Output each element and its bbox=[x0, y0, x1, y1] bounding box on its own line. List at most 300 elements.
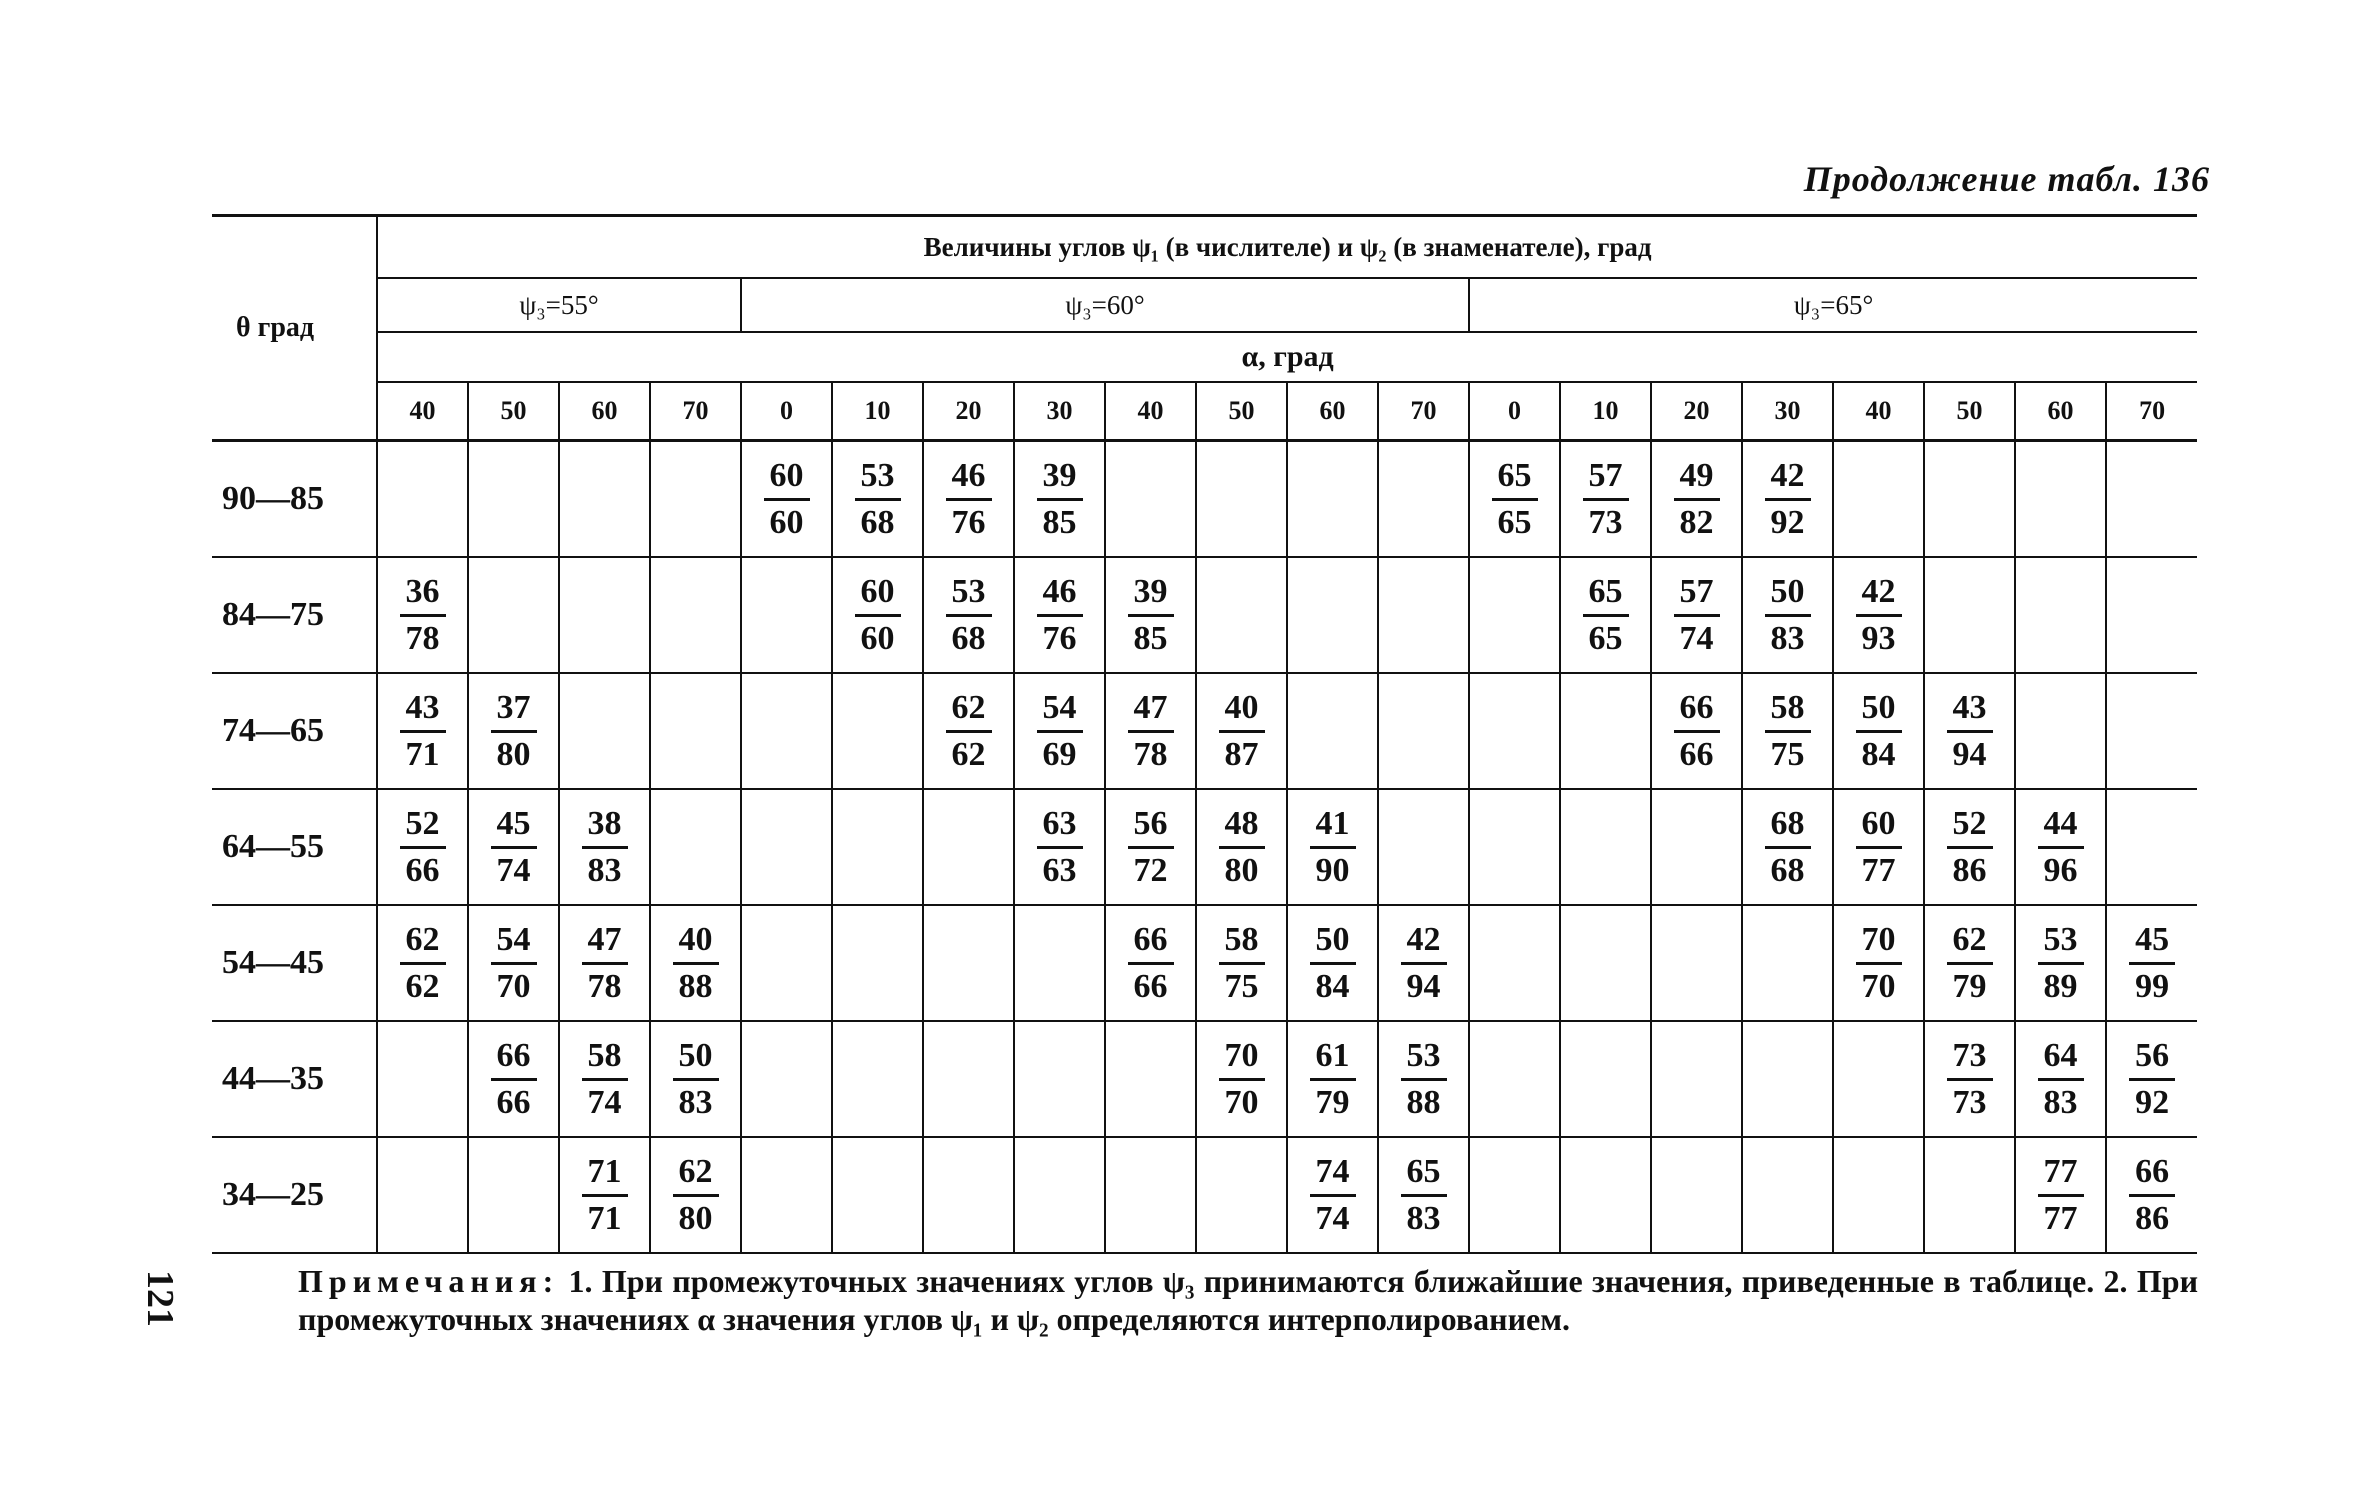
value-cell bbox=[1651, 557, 1742, 673]
alpha-value-cell: 40 bbox=[1833, 382, 1924, 441]
value-cell bbox=[1560, 441, 1651, 558]
psi2-denominator: 74 bbox=[1315, 1199, 1350, 1237]
psi2-denominator: 96 bbox=[2043, 851, 2078, 889]
angle-fraction bbox=[1128, 686, 1174, 777]
psi2-denominator: 66 bbox=[1133, 967, 1168, 1005]
value-cell bbox=[1469, 1021, 1560, 1137]
psi1-numerator: 62 bbox=[673, 1150, 719, 1197]
psi1-numerator: 42 bbox=[1401, 918, 1447, 965]
value-cell bbox=[2106, 789, 2197, 905]
psi2-denominator: 79 bbox=[1315, 1083, 1350, 1121]
angle-fraction bbox=[673, 918, 719, 1009]
table-row bbox=[212, 1021, 2197, 1137]
psi2-denominator: 83 bbox=[587, 851, 622, 889]
psi2-denominator: 80 bbox=[678, 1199, 713, 1237]
value-cell bbox=[1742, 557, 1833, 673]
psi1-numerator: 45 bbox=[2129, 918, 2175, 965]
value-cell bbox=[1560, 905, 1651, 1021]
value-cell bbox=[2015, 789, 2106, 905]
value-cell bbox=[1924, 1137, 2015, 1253]
main-header: Величины углов ψ₁ (в числителе) и ψ₂ (в знаменателе), град bbox=[377, 216, 2197, 279]
value-cell bbox=[832, 1021, 923, 1137]
psi1-numerator: 45 bbox=[491, 802, 537, 849]
psi2-denominator: 82 bbox=[1679, 503, 1714, 541]
value-cell bbox=[1196, 673, 1287, 789]
value-cell bbox=[832, 1137, 923, 1253]
angle-fraction bbox=[1765, 686, 1811, 777]
psi2-denominator: 66 bbox=[405, 851, 440, 889]
psi1-numerator: 71 bbox=[582, 1150, 628, 1197]
value-cell bbox=[923, 905, 1014, 1021]
value-cell bbox=[741, 789, 832, 905]
angles-table bbox=[212, 214, 2197, 1254]
alpha-value-cell: 30 bbox=[1014, 382, 1105, 441]
angle-fraction bbox=[1856, 918, 1902, 1009]
value-cell bbox=[1924, 673, 2015, 789]
value-cell bbox=[1287, 441, 1378, 558]
angle-fraction bbox=[946, 686, 992, 777]
angle-fraction bbox=[1765, 570, 1811, 661]
value-cell bbox=[741, 1021, 832, 1137]
angle-fraction bbox=[491, 686, 537, 777]
value-cell bbox=[650, 789, 741, 905]
value-cell bbox=[1651, 1137, 1742, 1253]
value-cell bbox=[1014, 905, 1105, 1021]
psi1-numerator: 60 bbox=[855, 570, 901, 617]
value-cell bbox=[559, 1137, 650, 1253]
psi2-denominator: 99 bbox=[2135, 967, 2170, 1005]
angle-fraction bbox=[673, 1150, 719, 1241]
angle-fraction bbox=[1765, 802, 1811, 893]
psi2-denominator: 70 bbox=[496, 967, 531, 1005]
psi2-denominator: 86 bbox=[1952, 851, 1987, 889]
value-cell bbox=[2106, 905, 2197, 1021]
value-cell bbox=[2106, 1021, 2197, 1137]
psi1-numerator: 53 bbox=[2038, 918, 2084, 965]
theta-range: 64—55 bbox=[212, 789, 377, 905]
value-cell bbox=[377, 673, 468, 789]
alpha-value-cell: 0 bbox=[741, 382, 832, 441]
psi1-numerator: 37 bbox=[491, 686, 537, 733]
psi1-numerator: 56 bbox=[1128, 802, 1174, 849]
value-cell bbox=[1833, 1021, 1924, 1137]
alpha-value-cell: 60 bbox=[2015, 382, 2106, 441]
value-cell bbox=[1742, 789, 1833, 905]
psi1-numerator: 64 bbox=[2038, 1034, 2084, 1081]
value-cell bbox=[559, 673, 650, 789]
psi1-numerator: 70 bbox=[1856, 918, 1902, 965]
angle-fraction bbox=[582, 1034, 628, 1125]
psi2-denominator: 93 bbox=[1861, 619, 1896, 657]
psi2-denominator: 69 bbox=[1042, 735, 1077, 773]
psi1-numerator: 43 bbox=[1947, 686, 1993, 733]
psi2-denominator: 72 bbox=[1133, 851, 1168, 889]
angle-fraction bbox=[1401, 1034, 1447, 1125]
value-cell bbox=[1651, 1021, 1742, 1137]
value-cell bbox=[559, 789, 650, 905]
psi1-numerator: 47 bbox=[582, 918, 628, 965]
psi2-denominator: 68 bbox=[951, 619, 986, 657]
value-cell bbox=[650, 441, 741, 558]
value-cell bbox=[2106, 1137, 2197, 1253]
value-cell bbox=[2106, 441, 2197, 558]
psi1-numerator: 39 bbox=[1037, 454, 1083, 501]
angle-fraction bbox=[764, 454, 810, 545]
psi1-numerator: 52 bbox=[1947, 802, 1993, 849]
psi2-denominator: 68 bbox=[1770, 851, 1805, 889]
alpha-value-cell: 40 bbox=[1105, 382, 1196, 441]
angle-fraction bbox=[1219, 918, 1265, 1009]
alpha-value-cell: 70 bbox=[2106, 382, 2197, 441]
value-cell bbox=[650, 905, 741, 1021]
psi1-numerator: 43 bbox=[400, 686, 446, 733]
psi1-numerator: 53 bbox=[1401, 1034, 1447, 1081]
psi1-numerator: 74 bbox=[1310, 1150, 1356, 1197]
psi2-denominator: 89 bbox=[2043, 967, 2078, 1005]
psi2-denominator: 78 bbox=[587, 967, 622, 1005]
psi2-denominator: 70 bbox=[1861, 967, 1896, 1005]
value-cell bbox=[1196, 557, 1287, 673]
value-cell bbox=[1469, 673, 1560, 789]
psi1-numerator: 58 bbox=[582, 1034, 628, 1081]
value-cell bbox=[1742, 1021, 1833, 1137]
angle-fraction bbox=[1037, 686, 1083, 777]
angle-fraction bbox=[1947, 802, 1993, 893]
value-cell bbox=[559, 557, 650, 673]
value-cell bbox=[1378, 1137, 1469, 1253]
value-cell bbox=[1560, 1137, 1651, 1253]
psi2-denominator: 78 bbox=[1133, 735, 1168, 773]
psi1-numerator: 41 bbox=[1310, 802, 1356, 849]
angle-fraction bbox=[582, 918, 628, 1009]
value-cell bbox=[377, 1137, 468, 1253]
psi1-numerator: 54 bbox=[1037, 686, 1083, 733]
angle-fraction bbox=[1128, 918, 1174, 1009]
value-cell bbox=[1651, 673, 1742, 789]
value-cell bbox=[923, 789, 1014, 905]
psi2-denominator: 79 bbox=[1952, 967, 1987, 1005]
value-cell bbox=[1833, 441, 1924, 558]
value-cell bbox=[2015, 1137, 2106, 1253]
theta-range: 44—35 bbox=[212, 1021, 377, 1137]
psi2-denominator: 60 bbox=[769, 503, 804, 541]
angle-fraction bbox=[1037, 454, 1083, 545]
angle-fraction bbox=[1310, 918, 1356, 1009]
value-cell bbox=[2015, 673, 2106, 789]
value-cell bbox=[1378, 557, 1469, 673]
angle-fraction bbox=[1310, 1034, 1356, 1125]
value-cell bbox=[1287, 905, 1378, 1021]
value-cell bbox=[1287, 789, 1378, 905]
value-cell bbox=[1924, 557, 2015, 673]
value-cell bbox=[650, 557, 741, 673]
angle-fraction bbox=[400, 570, 446, 661]
value-cell bbox=[559, 1021, 650, 1137]
psi1-numerator: 57 bbox=[1583, 454, 1629, 501]
value-cell bbox=[1742, 905, 1833, 1021]
psi2-denominator: 60 bbox=[860, 619, 895, 657]
angle-fraction bbox=[491, 1034, 537, 1125]
value-cell bbox=[650, 673, 741, 789]
alpha-value-cell: 50 bbox=[468, 382, 559, 441]
value-cell bbox=[468, 905, 559, 1021]
table-row bbox=[212, 557, 2197, 673]
value-cell bbox=[468, 789, 559, 905]
value-cell bbox=[1833, 557, 1924, 673]
theta-header: θ град bbox=[212, 216, 377, 441]
alpha-value-cell: 0 bbox=[1469, 382, 1560, 441]
psi2-denominator: 83 bbox=[1770, 619, 1805, 657]
psi1-numerator: 77 bbox=[2038, 1150, 2084, 1197]
angle-fraction bbox=[1947, 686, 1993, 777]
psi2-denominator: 75 bbox=[1224, 967, 1259, 1005]
alpha-value-cell: 70 bbox=[1378, 382, 1469, 441]
value-cell bbox=[1742, 441, 1833, 558]
value-cell bbox=[468, 557, 559, 673]
value-cell bbox=[1196, 789, 1287, 905]
psi2-denominator: 94 bbox=[1952, 735, 1987, 773]
value-cell bbox=[832, 557, 923, 673]
table-row bbox=[212, 789, 2197, 905]
value-cell bbox=[1287, 1021, 1378, 1137]
psi1-numerator: 66 bbox=[491, 1034, 537, 1081]
value-cell bbox=[1014, 441, 1105, 558]
angle-fraction bbox=[855, 454, 901, 545]
value-cell bbox=[923, 1021, 1014, 1137]
psi2-denominator: 92 bbox=[2135, 1083, 2170, 1121]
value-cell bbox=[650, 1137, 741, 1253]
psi2-denominator: 78 bbox=[405, 619, 440, 657]
psi1-numerator: 42 bbox=[1765, 454, 1811, 501]
value-cell bbox=[1287, 673, 1378, 789]
value-cell bbox=[377, 557, 468, 673]
value-cell bbox=[1378, 441, 1469, 558]
psi2-denominator: 92 bbox=[1770, 503, 1805, 541]
psi2-denominator: 62 bbox=[951, 735, 986, 773]
psi2-denominator: 73 bbox=[1588, 503, 1623, 541]
value-cell bbox=[468, 1137, 559, 1253]
angle-fraction bbox=[491, 918, 537, 1009]
psi2-denominator: 66 bbox=[496, 1083, 531, 1121]
psi1-numerator: 50 bbox=[1310, 918, 1356, 965]
value-cell bbox=[1105, 1021, 1196, 1137]
value-cell bbox=[2015, 441, 2106, 558]
psi2-denominator: 80 bbox=[1224, 851, 1259, 889]
psi2-denominator: 76 bbox=[951, 503, 986, 541]
theta-range: 90—85 bbox=[212, 441, 377, 558]
value-cell bbox=[468, 1021, 559, 1137]
value-cell bbox=[2106, 557, 2197, 673]
psi2-denominator: 76 bbox=[1042, 619, 1077, 657]
psi2-denominator: 74 bbox=[496, 851, 531, 889]
angle-fraction bbox=[1037, 570, 1083, 661]
angle-fraction bbox=[946, 570, 992, 661]
psi1-numerator: 58 bbox=[1765, 686, 1811, 733]
angle-fraction bbox=[582, 1150, 628, 1241]
value-cell bbox=[1105, 789, 1196, 905]
value-cell bbox=[1924, 789, 2015, 905]
value-cell bbox=[923, 673, 1014, 789]
value-cell bbox=[1014, 1137, 1105, 1253]
psi1-numerator: 56 bbox=[2129, 1034, 2175, 1081]
angle-fraction bbox=[1492, 454, 1538, 545]
psi2-denominator: 83 bbox=[2043, 1083, 2078, 1121]
value-cell bbox=[923, 1137, 1014, 1253]
table-caption: Продолжение табл. 136 bbox=[1803, 159, 2210, 199]
angle-fraction bbox=[582, 802, 628, 893]
value-cell bbox=[377, 1021, 468, 1137]
psi1-numerator: 46 bbox=[1037, 570, 1083, 617]
psi2-denominator: 86 bbox=[2135, 1199, 2170, 1237]
psi1-numerator: 54 bbox=[491, 918, 537, 965]
value-cell bbox=[1833, 1137, 1924, 1253]
angle-fraction bbox=[1401, 1150, 1447, 1241]
psi1-numerator: 42 bbox=[1856, 570, 1902, 617]
value-cell bbox=[1378, 673, 1469, 789]
angle-fraction bbox=[1765, 454, 1811, 545]
value-cell bbox=[1014, 789, 1105, 905]
value-cell bbox=[650, 1021, 741, 1137]
psi2-denominator: 74 bbox=[587, 1083, 622, 1121]
psi2-denominator: 68 bbox=[860, 503, 895, 541]
psi2-denominator: 80 bbox=[496, 735, 531, 773]
theta-range: 74—65 bbox=[212, 673, 377, 789]
psi1-numerator: 65 bbox=[1492, 454, 1538, 501]
angle-fraction bbox=[1674, 570, 1720, 661]
psi1-numerator: 49 bbox=[1674, 454, 1720, 501]
angle-fraction bbox=[1947, 918, 1993, 1009]
theta-range: 34—25 bbox=[212, 1137, 377, 1253]
angle-fraction bbox=[491, 802, 537, 893]
page-number: 121 bbox=[139, 1270, 181, 1327]
angle-fraction bbox=[1674, 686, 1720, 777]
alpha-header: α, град bbox=[377, 332, 2197, 382]
psi2-denominator: 71 bbox=[405, 735, 440, 773]
value-cell bbox=[1014, 673, 1105, 789]
value-cell bbox=[377, 905, 468, 1021]
psi1-numerator: 68 bbox=[1765, 802, 1811, 849]
value-cell bbox=[1924, 1021, 2015, 1137]
alpha-value-cell: 20 bbox=[923, 382, 1014, 441]
angle-fraction bbox=[2129, 918, 2175, 1009]
psi2-denominator: 90 bbox=[1315, 851, 1350, 889]
value-cell bbox=[923, 441, 1014, 558]
psi2-denominator: 87 bbox=[1224, 735, 1259, 773]
angle-fraction bbox=[400, 686, 446, 777]
psi2-denominator: 70 bbox=[1224, 1083, 1259, 1121]
alpha-value-cell: 30 bbox=[1742, 382, 1833, 441]
value-cell bbox=[2015, 557, 2106, 673]
notes-text: 1. При промежуточных значениях углов ψ₃ принимаются ближайшие значения, приведенные в таблице. 2. При промежуточных значениях α значения углов ψ₁ и ψ₂ определяются интерполированием. bbox=[298, 1263, 2198, 1337]
value-cell bbox=[1469, 789, 1560, 905]
psi2-denominator: 83 bbox=[1406, 1199, 1441, 1237]
value-cell bbox=[1560, 1021, 1651, 1137]
psi1-numerator: 52 bbox=[400, 802, 446, 849]
psi1-numerator: 47 bbox=[1128, 686, 1174, 733]
psi2-denominator: 83 bbox=[678, 1083, 713, 1121]
value-cell bbox=[1105, 673, 1196, 789]
psi1-numerator: 44 bbox=[2038, 802, 2084, 849]
angle-fraction bbox=[2038, 1034, 2084, 1125]
value-cell bbox=[1469, 441, 1560, 558]
psi2-denominator: 84 bbox=[1861, 735, 1896, 773]
value-cell bbox=[1105, 905, 1196, 1021]
psi2-denominator: 88 bbox=[678, 967, 713, 1005]
psi1-numerator: 36 bbox=[400, 570, 446, 617]
angle-fraction bbox=[1856, 686, 1902, 777]
psi1-numerator: 40 bbox=[673, 918, 719, 965]
angle-fraction bbox=[2038, 918, 2084, 1009]
theta-range: 84—75 bbox=[212, 557, 377, 673]
notes-lead: Примечания: bbox=[298, 1263, 560, 1299]
psi2-denominator: 62 bbox=[405, 967, 440, 1005]
value-cell bbox=[1196, 905, 1287, 1021]
psi1-numerator: 62 bbox=[946, 686, 992, 733]
angle-fraction bbox=[1856, 570, 1902, 661]
table-row bbox=[212, 441, 2197, 558]
value-cell bbox=[1833, 673, 1924, 789]
value-cell bbox=[1287, 1137, 1378, 1253]
value-cell bbox=[1378, 905, 1469, 1021]
psi1-numerator: 50 bbox=[673, 1034, 719, 1081]
value-cell bbox=[832, 905, 923, 1021]
value-cell bbox=[559, 905, 650, 1021]
value-cell bbox=[741, 905, 832, 1021]
value-cell bbox=[1469, 905, 1560, 1021]
angle-fraction bbox=[673, 1034, 719, 1125]
value-cell bbox=[1469, 1137, 1560, 1253]
group-header-55: ψ₃=55° bbox=[377, 278, 741, 332]
value-cell bbox=[1378, 789, 1469, 905]
psi1-numerator: 53 bbox=[855, 454, 901, 501]
psi1-numerator: 50 bbox=[1765, 570, 1811, 617]
alpha-value-cell: 60 bbox=[1287, 382, 1378, 441]
value-cell bbox=[468, 441, 559, 558]
angle-fraction bbox=[400, 802, 446, 893]
angle-fraction bbox=[2038, 802, 2084, 893]
angle-fraction bbox=[1219, 1034, 1265, 1125]
alpha-value-cell: 10 bbox=[832, 382, 923, 441]
angle-fraction bbox=[2129, 1150, 2175, 1241]
psi2-denominator: 75 bbox=[1770, 735, 1805, 773]
angle-fraction bbox=[1310, 802, 1356, 893]
psi1-numerator: 39 bbox=[1128, 570, 1174, 617]
angle-fraction bbox=[1583, 454, 1629, 545]
value-cell bbox=[1196, 441, 1287, 558]
value-cell bbox=[1105, 441, 1196, 558]
angle-fraction bbox=[1947, 1034, 1993, 1125]
angle-fraction bbox=[1674, 454, 1720, 545]
value-cell bbox=[559, 441, 650, 558]
value-cell bbox=[1287, 557, 1378, 673]
psi2-denominator: 63 bbox=[1042, 851, 1077, 889]
psi2-denominator: 66 bbox=[1679, 735, 1714, 773]
angle-fraction bbox=[1219, 686, 1265, 777]
psi2-denominator: 65 bbox=[1497, 503, 1532, 541]
value-cell bbox=[1469, 557, 1560, 673]
psi1-numerator: 65 bbox=[1583, 570, 1629, 617]
value-cell bbox=[1560, 673, 1651, 789]
value-cell bbox=[832, 789, 923, 905]
psi2-denominator: 73 bbox=[1952, 1083, 1987, 1121]
angle-fraction bbox=[2129, 1034, 2175, 1125]
value-cell bbox=[1196, 1021, 1287, 1137]
value-cell bbox=[1651, 441, 1742, 558]
psi2-denominator: 71 bbox=[587, 1199, 622, 1237]
alpha-value-cell: 50 bbox=[1196, 382, 1287, 441]
alpha-value-cell: 60 bbox=[559, 382, 650, 441]
psi1-numerator: 62 bbox=[1947, 918, 1993, 965]
